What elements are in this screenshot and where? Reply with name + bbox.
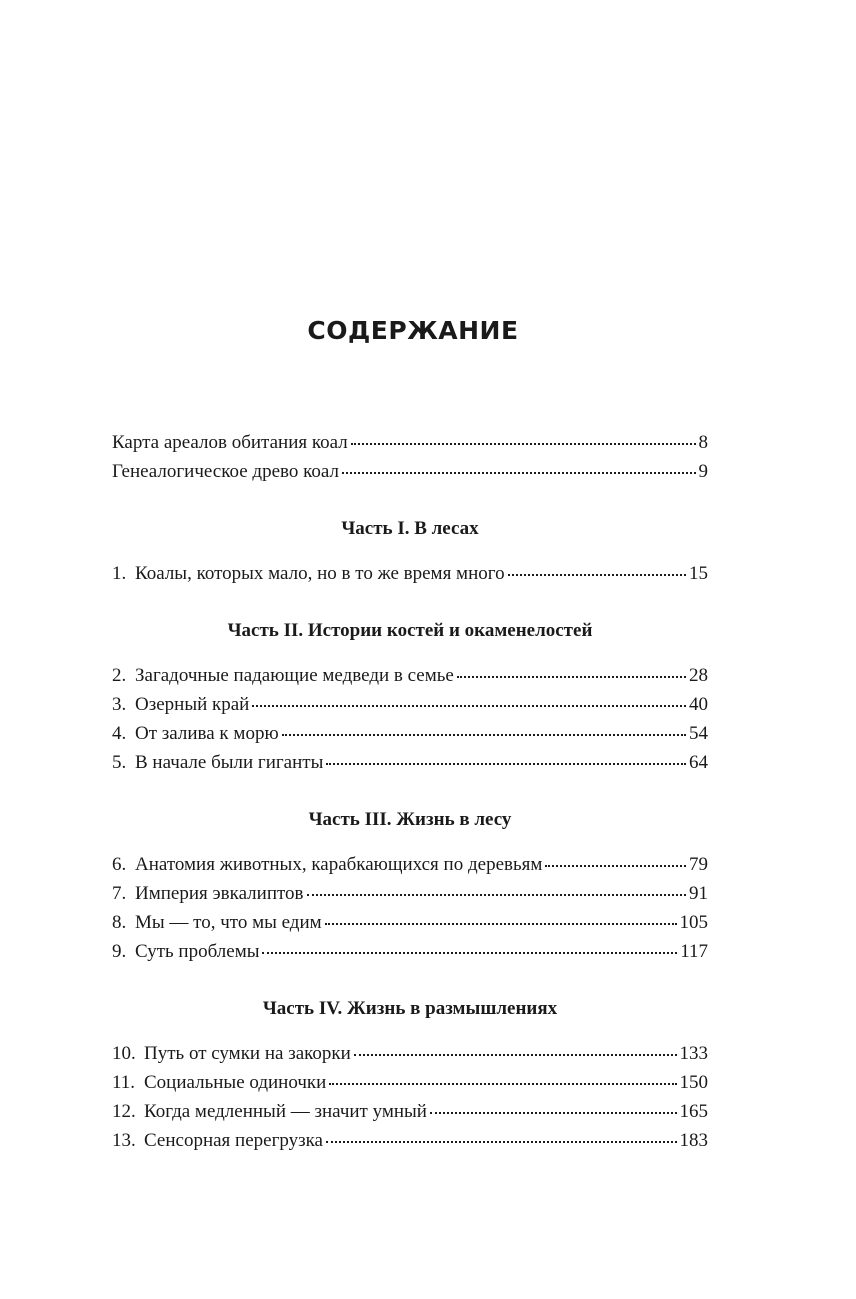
toc-entry-page: 105 [679, 912, 708, 933]
dot-leader [326, 762, 686, 765]
toc-entry-chapter-7[interactable] [112, 879, 708, 908]
toc-entry-title: Анатомия животных, карабкающихся по деревьям [135, 854, 543, 875]
dot-leader [354, 1053, 677, 1056]
page-title: СОДЕРЖАНИЕ [307, 316, 519, 345]
chapter-number: 6. [112, 854, 127, 875]
toc-entry-title: Империя эвкалиптов [135, 883, 304, 904]
toc-entry-page: 150 [679, 1072, 708, 1093]
dot-leader [351, 442, 696, 445]
toc-entry-title: Сенсорная перегрузка [144, 1130, 323, 1151]
toc-entry-chapter-6[interactable] [112, 850, 708, 879]
toc-entry-chapter-4[interactable] [112, 719, 708, 748]
chapter-number: 5. [112, 752, 127, 773]
toc-entry-page: 28 [689, 665, 708, 686]
chapter-number: 12. [112, 1101, 136, 1122]
chapter-number: 2. [112, 665, 127, 686]
toc-entry-chapter-1[interactable] [112, 559, 708, 588]
toc-entry-title: Коалы, которых мало, но в то же время много [135, 563, 505, 584]
toc-entry-page: 183 [679, 1130, 708, 1151]
toc-entry-page: 64 [689, 752, 708, 773]
toc-entry-title: Суть проблемы [135, 941, 260, 962]
toc-entry-page: 91 [689, 883, 708, 904]
toc-entry-chapter-9[interactable] [112, 937, 708, 966]
dot-leader [326, 1140, 677, 1143]
dot-leader [342, 471, 696, 474]
chapter-number: 4. [112, 723, 127, 744]
chapter-number: 10. [112, 1043, 136, 1064]
chapter-number: 11. [112, 1072, 136, 1093]
toc-entry-page: 9 [698, 461, 708, 482]
toc-entry-chapter-13[interactable] [112, 1126, 708, 1155]
dot-leader [545, 864, 686, 867]
toc-entry-title: Когда медленный — значит умный [144, 1101, 427, 1122]
dot-leader [252, 704, 686, 707]
toc-entry-title: В начале были гиганты [135, 752, 324, 773]
table-of-contents [112, 428, 708, 1155]
chapter-number: 8. [112, 912, 127, 933]
dot-leader [282, 733, 686, 736]
dot-leader [262, 951, 677, 954]
part-heading-1: Часть I. В лесах [341, 518, 479, 539]
chapter-number: 1. [112, 563, 127, 584]
toc-entry-page: 117 [680, 941, 708, 962]
part-heading-4: Часть IV. Жизнь в размышлениях [262, 998, 558, 1019]
dot-leader [307, 893, 686, 896]
toc-entry-chapter-3[interactable] [112, 690, 708, 719]
toc-entry-chapter-8[interactable] [112, 908, 708, 937]
part-heading-2: Часть II. Истории костей и окаменелостей [227, 620, 593, 641]
toc-entry-page: 54 [689, 723, 708, 744]
chapter-number: 13. [112, 1130, 136, 1151]
toc-entry-page: 40 [689, 694, 708, 715]
toc-entry-page: 133 [679, 1043, 708, 1064]
toc-entry-chapter-12[interactable] [112, 1097, 708, 1126]
toc-entry-map[interactable] [112, 428, 708, 457]
chapter-number: 3. [112, 694, 127, 715]
dot-leader [325, 922, 677, 925]
dot-leader [329, 1082, 676, 1085]
toc-entry-page: 15 [689, 563, 708, 584]
toc-entry-title: Загадочные падающие медведи в семье [135, 665, 454, 686]
toc-entry-chapter-11[interactable] [112, 1068, 708, 1097]
toc-entry-page: 165 [679, 1101, 708, 1122]
toc-entry-chapter-10[interactable] [112, 1039, 708, 1068]
part-heading-3: Часть III. Жизнь в лесу [308, 809, 512, 830]
toc-entry-family-tree[interactable] [112, 457, 708, 486]
dot-leader [430, 1111, 677, 1114]
toc-entry-title: Озерный край [135, 694, 250, 715]
chapter-number: 7. [112, 883, 127, 904]
toc-entry-title: Генеалогическое древо коал [112, 461, 339, 482]
toc-entry-title: Карта ареалов обитания коал [112, 432, 348, 453]
toc-entry-title: От залива к морю [135, 723, 279, 744]
toc-entry-title: Путь от сумки на закорки [144, 1043, 351, 1064]
chapter-number: 9. [112, 941, 127, 962]
toc-entry-title: Мы — то, что мы едим [135, 912, 322, 933]
toc-entry-page: 79 [689, 854, 708, 875]
toc-entry-page: 8 [698, 432, 708, 453]
toc-entry-chapter-5[interactable] [112, 748, 708, 777]
toc-entry-chapter-2[interactable] [112, 661, 708, 690]
dot-leader [508, 573, 686, 576]
dot-leader [457, 675, 686, 678]
toc-entry-title: Социальные одиночки [144, 1072, 327, 1093]
